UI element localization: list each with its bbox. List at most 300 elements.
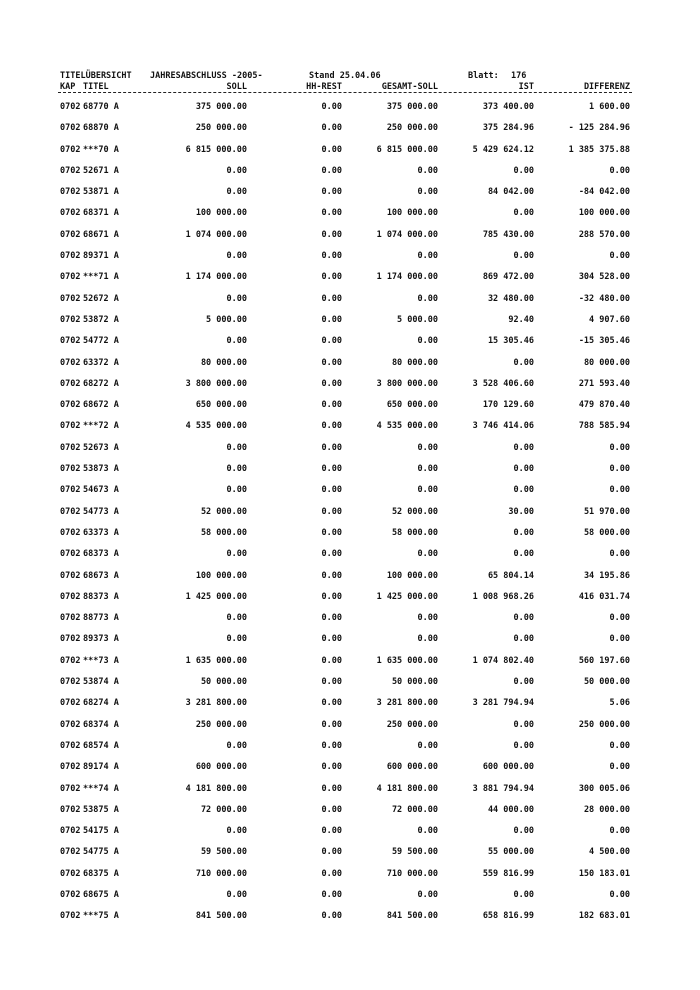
cell-soll: 250 000.00 — [195, 719, 247, 730]
table-body — [0, 98, 700, 929]
column-header-kap: KAP — [60, 82, 76, 92]
cell-soll: 100 000.00 — [195, 570, 247, 581]
cell-gesamt-soll: 3 800 000.00 — [376, 378, 438, 389]
cell-soll: 52 000.00 — [200, 506, 247, 517]
cell-kap: 0702 — [60, 165, 81, 176]
cell-ist: 0.00 — [513, 442, 534, 453]
cell-kap: 0702 — [60, 400, 81, 411]
table-row — [0, 226, 700, 247]
cell-soll: 0.00 — [226, 187, 247, 198]
table-row — [0, 460, 700, 481]
cell-hh-rest: 0.00 — [321, 591, 342, 602]
cell-titel: 63373 A — [83, 527, 119, 538]
cell-kap: 0702 — [60, 570, 81, 581]
cell-kap: 0702 — [60, 677, 81, 688]
cell-hh-rest: 0.00 — [321, 102, 342, 112]
cell-hh-rest: 0.00 — [321, 464, 342, 475]
cell-soll: 0.00 — [226, 464, 247, 475]
cell-soll: 1 635 000.00 — [185, 655, 247, 666]
cell-titel: 54175 A — [83, 826, 119, 837]
cell-soll: 80 000.00 — [200, 357, 247, 368]
cell-hh-rest: 0.00 — [321, 634, 342, 645]
cell-kap: 0702 — [60, 272, 81, 283]
table-row — [0, 268, 700, 289]
table-row — [0, 694, 700, 715]
cell-differenz: 50 000.00 — [583, 677, 630, 688]
cell-ist: 658 816.99 — [482, 911, 534, 922]
table-row — [0, 290, 700, 311]
cell-gesamt-soll: 59 500.00 — [391, 847, 438, 858]
cell-hh-rest: 0.00 — [321, 847, 342, 858]
cell-kap: 0702 — [60, 527, 81, 538]
cell-ist: 170 129.60 — [482, 400, 534, 411]
cell-hh-rest: 0.00 — [321, 719, 342, 730]
cell-titel: 63372 A — [83, 357, 119, 368]
cell-kap: 0702 — [60, 421, 81, 432]
cell-titel: 89373 A — [83, 634, 119, 645]
cell-gesamt-soll: 0.00 — [417, 293, 438, 304]
column-header-ist: IST — [518, 82, 534, 92]
cell-ist: 869 472.00 — [482, 272, 534, 283]
cell-ist: 3 881 794.94 — [472, 783, 534, 794]
cell-kap: 0702 — [60, 889, 81, 900]
cell-gesamt-soll: 100 000.00 — [386, 570, 438, 581]
cell-soll: 6 815 000.00 — [185, 144, 247, 155]
cell-ist: 3 528 406.60 — [472, 378, 534, 389]
cell-hh-rest: 0.00 — [321, 613, 342, 624]
table-row — [0, 609, 700, 630]
table-row — [0, 204, 700, 225]
table-row — [0, 524, 700, 545]
table-row — [0, 375, 700, 396]
cell-hh-rest: 0.00 — [321, 400, 342, 411]
cell-titel: 52673 A — [83, 442, 119, 453]
table-row — [0, 417, 700, 438]
cell-titel: 68675 A — [83, 889, 119, 900]
cell-hh-rest: 0.00 — [321, 804, 342, 815]
cell-soll: 0.00 — [226, 336, 247, 347]
table-row — [0, 183, 700, 204]
cell-soll: 72 000.00 — [200, 804, 247, 815]
table-row — [0, 843, 700, 864]
cell-titel: 68672 A — [83, 400, 119, 411]
cell-hh-rest: 0.00 — [321, 506, 342, 517]
cell-titel: 68673 A — [83, 570, 119, 581]
cell-soll: 0.00 — [226, 826, 247, 837]
cell-gesamt-soll: 0.00 — [417, 464, 438, 475]
cell-soll: 4 535 000.00 — [185, 421, 247, 432]
cell-kap: 0702 — [60, 229, 81, 240]
cell-ist: 0.00 — [513, 357, 534, 368]
cell-gesamt-soll: 6 815 000.00 — [376, 144, 438, 155]
cell-ist: 55 000.00 — [487, 847, 534, 858]
cell-differenz: 0.00 — [609, 826, 630, 837]
cell-titel: 68272 A — [83, 378, 119, 389]
cell-titel: 52672 A — [83, 293, 119, 304]
cell-hh-rest: 0.00 — [321, 677, 342, 688]
cell-hh-rest: 0.00 — [321, 144, 342, 155]
cell-differenz: 150 183.01 — [578, 868, 630, 879]
cell-soll: 0.00 — [226, 251, 247, 262]
cell-ist: 375 284.96 — [482, 123, 534, 134]
table-row — [0, 98, 700, 119]
column-header-hh-rest: HH-REST — [306, 82, 342, 92]
cell-gesamt-soll: 0.00 — [417, 549, 438, 560]
cell-differenz: 788 585.94 — [578, 421, 630, 432]
cell-titel: ***70 A — [83, 144, 119, 155]
cell-kap: 0702 — [60, 549, 81, 560]
cell-titel: ***74 A — [83, 783, 119, 794]
cell-titel: 68375 A — [83, 868, 119, 879]
cell-gesamt-soll: 375 000.00 — [386, 102, 438, 112]
cell-titel: ***72 A — [83, 421, 119, 432]
cell-titel: 68574 A — [83, 740, 119, 751]
cell-hh-rest: 0.00 — [321, 421, 342, 432]
cell-ist: 785 430.00 — [482, 229, 534, 240]
cell-titel: 89371 A — [83, 251, 119, 262]
cell-ist: 559 816.99 — [482, 868, 534, 879]
cell-hh-rest: 0.00 — [321, 251, 342, 262]
cell-kap: 0702 — [60, 911, 81, 922]
cell-hh-rest: 0.00 — [321, 826, 342, 837]
cell-soll: 0.00 — [226, 740, 247, 751]
cell-hh-rest: 0.00 — [321, 740, 342, 751]
cell-kap: 0702 — [60, 442, 81, 453]
cell-differenz: 479 870.40 — [578, 400, 630, 411]
table-row — [0, 886, 700, 907]
table-row — [0, 737, 700, 758]
cell-differenz: 0.00 — [609, 740, 630, 751]
cell-differenz: 0.00 — [609, 485, 630, 496]
cell-ist: 0.00 — [513, 889, 534, 900]
cell-differenz: 271 593.40 — [578, 378, 630, 389]
cell-differenz: 28 000.00 — [583, 804, 630, 815]
cell-soll: 0.00 — [226, 613, 247, 624]
cell-differenz: 0.00 — [609, 549, 630, 560]
column-header-differenz: DIFFERENZ — [583, 82, 630, 92]
cell-titel: 88773 A — [83, 613, 119, 624]
cell-titel: ***73 A — [83, 655, 119, 666]
cell-titel: 53873 A — [83, 464, 119, 475]
cell-hh-rest: 0.00 — [321, 549, 342, 560]
cell-gesamt-soll: 3 281 800.00 — [376, 698, 438, 709]
cell-hh-rest: 0.00 — [321, 165, 342, 176]
cell-differenz: 4 500.00 — [589, 847, 630, 858]
report-subtitle: JAHRESABSCHLUSS -2005- — [150, 71, 263, 81]
cell-ist: 0.00 — [513, 464, 534, 475]
cell-differenz: 1 385 375.88 — [568, 144, 630, 155]
cell-differenz: 51 970.00 — [583, 506, 630, 517]
cell-differenz: 288 570.00 — [578, 229, 630, 240]
cell-ist: 600 000.00 — [482, 762, 534, 773]
cell-hh-rest: 0.00 — [321, 485, 342, 496]
cell-ist: 373 400.00 — [482, 102, 534, 112]
cell-titel: 54772 A — [83, 336, 119, 347]
cell-kap: 0702 — [60, 357, 81, 368]
cell-hh-rest: 0.00 — [321, 442, 342, 453]
cell-differenz: - 125 284.96 — [568, 123, 630, 134]
cell-gesamt-soll: 1 174 000.00 — [376, 272, 438, 283]
table-row — [0, 162, 700, 183]
cell-ist: 1 008 968.26 — [472, 591, 534, 602]
table-row — [0, 503, 700, 524]
cell-gesamt-soll: 841 500.00 — [386, 911, 438, 922]
cell-ist: 0.00 — [513, 634, 534, 645]
cell-kap: 0702 — [60, 847, 81, 858]
cell-kap: 0702 — [60, 634, 81, 645]
cell-gesamt-soll: 4 181 800.00 — [376, 783, 438, 794]
cell-gesamt-soll: 710 000.00 — [386, 868, 438, 879]
cell-titel: 54673 A — [83, 485, 119, 496]
cell-kap: 0702 — [60, 740, 81, 751]
cell-soll: 841 500.00 — [195, 911, 247, 922]
cell-differenz: -84 042.00 — [578, 187, 630, 198]
cell-gesamt-soll: 1 425 000.00 — [376, 591, 438, 602]
cell-hh-rest: 0.00 — [321, 655, 342, 666]
table-row — [0, 311, 700, 332]
cell-kap: 0702 — [60, 336, 81, 347]
cell-ist: 44 000.00 — [487, 804, 534, 815]
cell-titel: 54775 A — [83, 847, 119, 858]
cell-soll: 4 181 800.00 — [185, 783, 247, 794]
cell-hh-rest: 0.00 — [321, 889, 342, 900]
cell-ist: 84 042.00 — [487, 187, 534, 198]
blatt-label: Blatt: — [468, 71, 499, 81]
cell-kap: 0702 — [60, 719, 81, 730]
table-row — [0, 716, 700, 737]
cell-titel: 68371 A — [83, 208, 119, 219]
cell-gesamt-soll: 0.00 — [417, 187, 438, 198]
stand-date: Stand 25.04.06 — [309, 71, 381, 81]
cell-ist: 1 074 802.40 — [472, 655, 534, 666]
table-row — [0, 588, 700, 609]
table-row — [0, 780, 700, 801]
cell-ist: 0.00 — [513, 208, 534, 219]
cell-hh-rest: 0.00 — [321, 272, 342, 283]
cell-gesamt-soll: 250 000.00 — [386, 719, 438, 730]
table-row — [0, 119, 700, 140]
cell-differenz: 560 197.60 — [578, 655, 630, 666]
cell-soll: 0.00 — [226, 293, 247, 304]
cell-titel: ***75 A — [83, 911, 119, 922]
cell-soll: 600 000.00 — [195, 762, 247, 773]
table-row — [0, 247, 700, 268]
table-row — [0, 907, 700, 928]
cell-differenz: 0.00 — [609, 442, 630, 453]
cell-kap: 0702 — [60, 293, 81, 304]
cell-differenz: 0.00 — [609, 889, 630, 900]
cell-differenz: 0.00 — [609, 613, 630, 624]
cell-differenz: 5.06 — [609, 698, 630, 709]
cell-differenz: 0.00 — [609, 762, 630, 773]
cell-differenz: -32 480.00 — [578, 293, 630, 304]
cell-titel: 88373 A — [83, 591, 119, 602]
cell-soll: 250 000.00 — [195, 123, 247, 134]
table-row — [0, 652, 700, 673]
cell-titel: 68870 A — [83, 123, 119, 134]
cell-soll: 59 500.00 — [200, 847, 247, 858]
cell-kap: 0702 — [60, 378, 81, 389]
cell-titel: 53871 A — [83, 187, 119, 198]
cell-kap: 0702 — [60, 144, 81, 155]
table-row — [0, 822, 700, 843]
cell-gesamt-soll: 0.00 — [417, 336, 438, 347]
cell-soll: 3 281 800.00 — [185, 698, 247, 709]
cell-gesamt-soll: 0.00 — [417, 442, 438, 453]
cell-differenz: 80 000.00 — [583, 357, 630, 368]
cell-ist: 0.00 — [513, 740, 534, 751]
cell-soll: 0.00 — [226, 889, 247, 900]
cell-hh-rest: 0.00 — [321, 527, 342, 538]
column-header-titel: TITEL — [83, 82, 109, 92]
cell-kap: 0702 — [60, 591, 81, 602]
cell-ist: 0.00 — [513, 165, 534, 176]
table-row — [0, 630, 700, 651]
cell-ist: 65 804.14 — [487, 570, 534, 581]
cell-ist: 0.00 — [513, 527, 534, 538]
cell-gesamt-soll: 0.00 — [417, 251, 438, 262]
column-header-gesamt-soll: GESAMT-SOLL — [381, 82, 438, 92]
blatt-number: 176 — [511, 71, 527, 81]
cell-differenz: 250 000.00 — [578, 719, 630, 730]
cell-titel: 89174 A — [83, 762, 119, 773]
cell-kap: 0702 — [60, 506, 81, 517]
cell-hh-rest: 0.00 — [321, 570, 342, 581]
cell-soll: 1 425 000.00 — [185, 591, 247, 602]
cell-ist: 0.00 — [513, 677, 534, 688]
cell-differenz: 0.00 — [609, 165, 630, 176]
cell-soll: 650 000.00 — [195, 400, 247, 411]
table-row — [0, 396, 700, 417]
cell-ist: 5 429 624.12 — [472, 144, 534, 155]
cell-hh-rest: 0.00 — [321, 698, 342, 709]
table-row — [0, 758, 700, 779]
cell-gesamt-soll: 50 000.00 — [391, 677, 438, 688]
table-row — [0, 865, 700, 886]
cell-titel: 53874 A — [83, 677, 119, 688]
cell-kap: 0702 — [60, 102, 81, 112]
table-row — [0, 545, 700, 566]
table-row — [0, 439, 700, 460]
cell-titel: 68770 A — [83, 102, 119, 112]
cell-soll: 5 000.00 — [206, 314, 247, 325]
cell-titel: 52671 A — [83, 165, 119, 176]
cell-soll: 0.00 — [226, 165, 247, 176]
cell-gesamt-soll: 0.00 — [417, 634, 438, 645]
cell-differenz: 182 683.01 — [578, 911, 630, 922]
cell-differenz: 1 600.00 — [589, 102, 630, 112]
cell-ist: 0.00 — [513, 613, 534, 624]
cell-differenz: 0.00 — [609, 464, 630, 475]
cell-ist: 0.00 — [513, 719, 534, 730]
cell-gesamt-soll: 250 000.00 — [386, 123, 438, 134]
cell-hh-rest: 0.00 — [321, 229, 342, 240]
cell-kap: 0702 — [60, 804, 81, 815]
cell-hh-rest: 0.00 — [321, 911, 342, 922]
cell-titel: 68373 A — [83, 549, 119, 560]
cell-titel: 68374 A — [83, 719, 119, 730]
cell-gesamt-soll: 1 074 000.00 — [376, 229, 438, 240]
cell-gesamt-soll: 4 535 000.00 — [376, 421, 438, 432]
cell-gesamt-soll: 650 000.00 — [386, 400, 438, 411]
cell-gesamt-soll: 58 000.00 — [391, 527, 438, 538]
cell-gesamt-soll: 0.00 — [417, 826, 438, 837]
cell-kap: 0702 — [60, 826, 81, 837]
cell-soll: 0.00 — [226, 485, 247, 496]
cell-gesamt-soll: 52 000.00 — [391, 506, 438, 517]
cell-kap: 0702 — [60, 783, 81, 794]
cell-kap: 0702 — [60, 698, 81, 709]
cell-hh-rest: 0.00 — [321, 123, 342, 134]
cell-gesamt-soll: 0.00 — [417, 485, 438, 496]
cell-kap: 0702 — [60, 187, 81, 198]
cell-kap: 0702 — [60, 464, 81, 475]
cell-soll: 3 800 000.00 — [185, 378, 247, 389]
cell-soll: 0.00 — [226, 549, 247, 560]
cell-hh-rest: 0.00 — [321, 783, 342, 794]
cell-differenz: 0.00 — [609, 251, 630, 262]
column-header-soll: SOLL — [226, 82, 247, 92]
cell-soll: 100 000.00 — [195, 208, 247, 219]
cell-titel: 68274 A — [83, 698, 119, 709]
cell-gesamt-soll: 600 000.00 — [386, 762, 438, 773]
cell-ist: 30.00 — [508, 506, 534, 517]
cell-hh-rest: 0.00 — [321, 293, 342, 304]
cell-kap: 0702 — [60, 485, 81, 496]
cell-differenz: 304 528.00 — [578, 272, 630, 283]
cell-ist: 0.00 — [513, 549, 534, 560]
cell-ist: 92.40 — [508, 314, 534, 325]
cell-ist: 0.00 — [513, 485, 534, 496]
cell-differenz: -15 305.46 — [578, 336, 630, 347]
cell-ist: 3 746 414.06 — [472, 421, 534, 432]
cell-kap: 0702 — [60, 208, 81, 219]
cell-hh-rest: 0.00 — [321, 357, 342, 368]
cell-soll: 375 000.00 — [195, 102, 247, 112]
cell-differenz: 58 000.00 — [583, 527, 630, 538]
report-title: TITELÜBERSICHT — [60, 71, 132, 81]
cell-gesamt-soll: 0.00 — [417, 740, 438, 751]
cell-hh-rest: 0.00 — [321, 314, 342, 325]
cell-gesamt-soll: 1 635 000.00 — [376, 655, 438, 666]
table-row — [0, 141, 700, 162]
cell-hh-rest: 0.00 — [321, 336, 342, 347]
cell-soll: 58 000.00 — [200, 527, 247, 538]
table-row — [0, 332, 700, 353]
cell-hh-rest: 0.00 — [321, 208, 342, 219]
cell-kap: 0702 — [60, 123, 81, 134]
cell-titel: 54773 A — [83, 506, 119, 517]
cell-differenz: 4 907.60 — [589, 314, 630, 325]
cell-ist: 3 281 794.94 — [472, 698, 534, 709]
cell-kap: 0702 — [60, 613, 81, 624]
table-row — [0, 567, 700, 588]
cell-gesamt-soll: 0.00 — [417, 613, 438, 624]
header-divider — [58, 92, 632, 93]
cell-differenz: 100 000.00 — [578, 208, 630, 219]
cell-hh-rest: 0.00 — [321, 762, 342, 773]
cell-gesamt-soll: 80 000.00 — [391, 357, 438, 368]
cell-gesamt-soll: 5 000.00 — [397, 314, 438, 325]
cell-gesamt-soll: 72 000.00 — [391, 804, 438, 815]
cell-soll: 0.00 — [226, 442, 247, 453]
cell-gesamt-soll: 0.00 — [417, 889, 438, 900]
cell-hh-rest: 0.00 — [321, 187, 342, 198]
cell-differenz: 34 195.86 — [583, 570, 630, 581]
cell-titel: 53875 A — [83, 804, 119, 815]
cell-kap: 0702 — [60, 762, 81, 773]
cell-soll: 50 000.00 — [200, 677, 247, 688]
